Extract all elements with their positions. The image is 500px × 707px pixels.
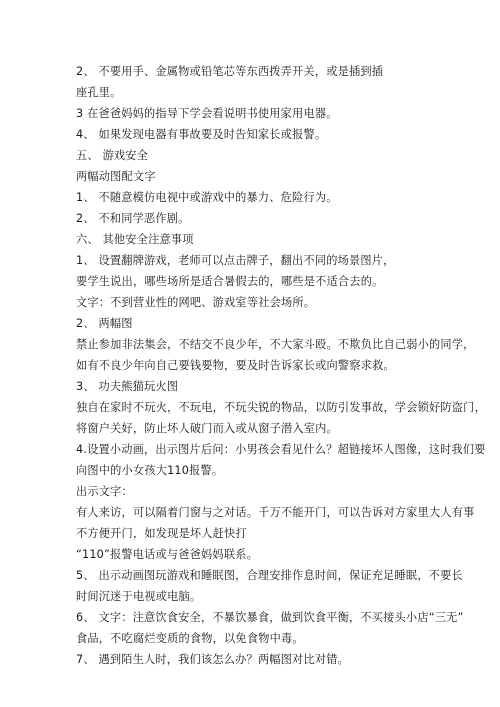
text-line-other-2a: 禁止参加非法集会，不结交不良少年，不大家斗殴。不欺负比自己弱小的同学， xyxy=(76,338,475,351)
text-line-other-5a: 5、 出示动画图玩游戏和睡眠图，合理安排作息时间，保证充足睡眠，不要长 xyxy=(76,569,463,582)
text-line-other-2: 2、 两幅图 xyxy=(76,317,133,330)
text-line-item2-b: 座孔里。 xyxy=(76,86,122,99)
section-heading-other-safety: 六、 其他安全注意事项 xyxy=(76,233,194,246)
text-line-other-6b: 食品，不吃腐烂变质的食物，以免食物中毒。 xyxy=(76,632,304,645)
text-line-game-2: 2、 不和同学恶作剧。 xyxy=(76,212,190,225)
text-line-visitor-b: 不方便开门，如发现是坏人赶快打 xyxy=(76,527,247,540)
text-line-caption: 两幅动图配文字 xyxy=(76,170,156,183)
text-line-other-6a: 6、 文字：注意饮食安全，不暴饮暴食，做到饮食平衡，不买接头小店“三无” xyxy=(76,611,464,624)
section-heading-game-safety: 五、 游戏安全 xyxy=(76,149,149,162)
text-line-item4: 4、 如果发现电器有事故要及时告知家长或报警。 xyxy=(76,128,327,141)
text-line-other-1b: 要学生说出，哪些场所是适合暑假去的，哪些是不适合去的。 xyxy=(76,275,384,288)
text-line-other-3b: 将窗户关好，防止坏人破门而入或从窗子潜入室内。 xyxy=(76,422,338,435)
text-line-visitor-c: “110”报警电话或与爸爸妈妈联系。 xyxy=(76,548,258,561)
text-line-other-4b: 向图中的小女孩大110报警。 xyxy=(76,464,224,477)
text-line-other-1a: 1、 设置翻牌游戏，老师可以点击牌子，翻出不同的场景图片， xyxy=(76,254,395,267)
text-line-visitor-a: 有人来访，可以隔着门窗与之对话。千万不能开门，可以告诉对方家里大人有事 xyxy=(76,506,475,519)
text-line-other-3a: 独自在家时不玩火，不玩电，不玩尖锐的物品，以防引发事故，学会锁好防盗门， xyxy=(76,401,486,414)
text-line-show-text: 出示文字： xyxy=(76,485,133,498)
text-line-other-2b: 如有不良少年向自己要钱要物，要及时告诉家长或向警察求救。 xyxy=(76,359,395,372)
text-line-item3: 3 在爸爸妈妈的指导下学会看说明书使用家用电器。 xyxy=(76,107,338,120)
text-line-other-4a: 4.设置小动画，出示图片后问：小男孩会看见什么？超链接坏人图像，这时我们要 xyxy=(76,443,486,456)
text-line-other-7: 7、 遇到陌生人时，我们该怎么办？两幅图对比对错。 xyxy=(76,653,349,666)
text-line-item2-a: 2、 不要用手、金属物或铅笔芯等东西拨弄开关，或是插到插 xyxy=(76,65,384,78)
text-line-other-5b: 时间沉迷于电视或电脑。 xyxy=(76,590,202,603)
text-line-other-3: 3、 功夫熊猫玩火图 xyxy=(76,380,179,393)
text-line-game-1: 1、 不随意模仿电视中或游戏中的暴力、危险行为。 xyxy=(76,191,338,204)
text-line-other-1c: 文字：不到营业性的网吧、游戏室等社会场所。 xyxy=(76,296,316,309)
